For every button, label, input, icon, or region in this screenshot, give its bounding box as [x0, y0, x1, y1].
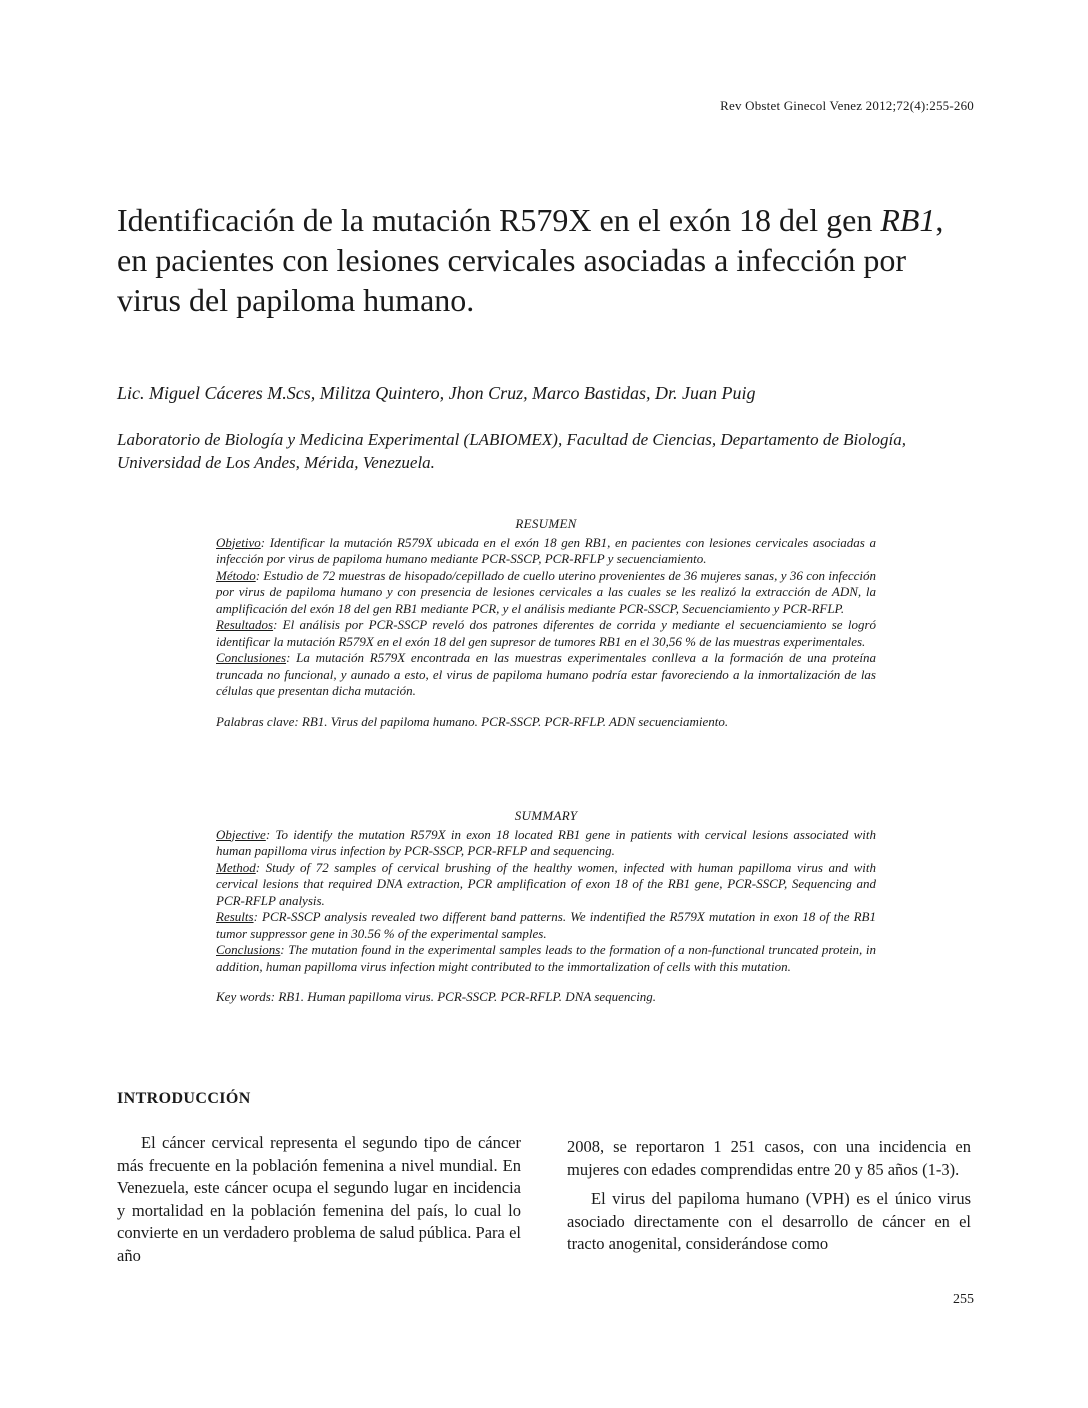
summary-method: [216, 860, 876, 910]
intro-paragraph-continued: 2008, se reportaron 1 251 casos, con una incidencia en mujeres con edades comprendidas entre 20 y 85 años (1-3).: [567, 1137, 971, 1179]
summary-results: [216, 909, 876, 942]
summary-heading: SUMMARY: [514, 808, 578, 823]
body-column-right: [567, 1136, 971, 1256]
resumen-heading: RESUMEN: [515, 516, 577, 531]
resumen-conclusiones: [216, 650, 876, 700]
summary-conclusions-text: : The mutation found in the experimental samples leads to the formation of a non-functional truncated protein, in addition, human papilloma virus infection might contributed to the immortalization of cells with this mutation.: [216, 942, 876, 974]
resumen-resultados-label: Resultados: [216, 617, 274, 632]
title-gene-name: RB1: [880, 202, 936, 238]
resumen-metodo-text: : Estudio de 72 muestras de hisopado/cepillado de cuello uterino provenientes de 36 mujeres sanas, y 36 con infección por virus de papiloma humano y con presencia de lesiones cervicales a las cuales se les realizó la extracción de ADN, la amplificación del exón 18 del gen RB1 mediante PCR, y el análisis mediante PCR-SSCP, Secuenciamiento y PCR-RFLP.: [216, 567, 876, 616]
resumen-metodo-label: Método: [216, 567, 256, 583]
title-part-1: Identificación de la mutación R579X en el exón 18 del gen: [117, 202, 873, 238]
resumen-objetivo: [216, 535, 876, 568]
summary-keywords: Key words: RB1. Human papilloma virus. PCR-SSCP. PCR-RFLP. DNA sequencing.: [216, 989, 657, 1004]
summary-results-label: Results: [216, 909, 254, 924]
resumen-objetivo-label: Objetivo: [216, 534, 261, 550]
resumen-metodo: [216, 568, 876, 618]
summary-objective-text: : To identify the mutation R579X in exon 18 located RB1 gene in patients with cervical lesions associated with human papilloma virus infection by PCR-SSCP, PCR-RFLP and sequencing.: [216, 826, 876, 858]
summary-conclusions-label: Conclusions: [216, 942, 281, 957]
author-list: Lic. Miguel Cáceres M.Scs, Militza Quintero, Jhon Cruz, Marco Bastidas, Dr. Juan Puig: [117, 383, 756, 403]
resumen-keywords: Palabras clave: RB1. Virus del papiloma humano. PCR-SSCP. PCR-RFLP. ADN secuenciamiento.: [216, 713, 729, 729]
resumen-resultados-text: : El análisis por PCR-SSCP reveló dos patrones diferentes de corrida y mediante el secuenciamiento se logró identificar la mutación R579X en el exón 18 del gen supresor de tumores RB1 en el 30,56 % de las muestras experimentales.: [216, 617, 876, 649]
resumen-objetivo-text: : Identificar la mutación R579X ubicada en el exón 18 gen RB1, en pacientes con lesiones cervicales asociadas a infección por virus de papiloma humano mediante PCR-SSCP, PCR-RFLP y secuenciamiento.: [216, 534, 876, 566]
introduction-heading: INTRODUCCIÓN: [117, 1090, 251, 1107]
title-part-2: , en pacientes con lesiones cervicales asociadas a infección por virus del papiloma humano.: [117, 202, 944, 318]
summary-objective: [216, 827, 876, 860]
summary-results-text: : PCR-SSCP analysis revealed two different band patterns. We indentified the R579X mutation in exon 18 of the RB1 tumor suppressor gene in 30.56 % of the experimental samples.: [216, 909, 876, 941]
summary-abstract: [216, 808, 876, 1006]
body-column-left: [117, 1132, 521, 1267]
summary-conclusions: [216, 942, 876, 975]
intro-paragraph: El virus del papiloma humano (VPH) es el único virus asociado directamente con el desarrollo de cáncer en el tracto anogenital, considerándose como: [567, 1189, 971, 1253]
author-affiliation: Laboratorio de Biología y Medicina Experimental (LABIOMEX), Facultad de Ciencias, Departamento de Biología, Universidad de Los Andes, Mérida, Venezuela.: [117, 430, 906, 472]
resumen-conclusiones-text: : La mutación R579X encontrada en las muestras experimentales conlleva a la formación de una proteína truncada no funcional, y aunado a esto, el virus de papiloma humano podría estar favoreciendo a la inmortalización de las células que presentan dicha mutación.: [216, 650, 876, 698]
resumen-conclusiones-label: Conclusiones: [216, 650, 287, 665]
resumen-resultados: [216, 617, 876, 650]
journal-citation: Rev Obstet Ginecol Venez 2012;72(4):255-260: [720, 98, 974, 113]
resumen-abstract: [216, 516, 876, 730]
summary-method-text: : Study of 72 samples of cervical brushing of the healthy women, infected with human papilloma virus and with cervical lesions that required DNA extraction, PCR amplification of exon 18 of the RB1 gene, PCR-SSCP, Sequencing and PCR-RFLP analysis.: [216, 859, 876, 908]
intro-paragraph: El cáncer cervical representa el segundo tipo de cáncer más frecuente en la población femenina a nivel mundial. En Venezuela, este cáncer ocupa el segundo lugar en incidencia y mortalidad en la población femenina del país, lo cual lo convierte en un verdadero problema de salud pública. Para el año: [117, 1133, 521, 1265]
page-number: 255: [953, 1292, 974, 1307]
summary-method-label: Method: [216, 859, 256, 875]
summary-objective-label: Objective: [216, 826, 266, 842]
article-title: [117, 200, 977, 320]
